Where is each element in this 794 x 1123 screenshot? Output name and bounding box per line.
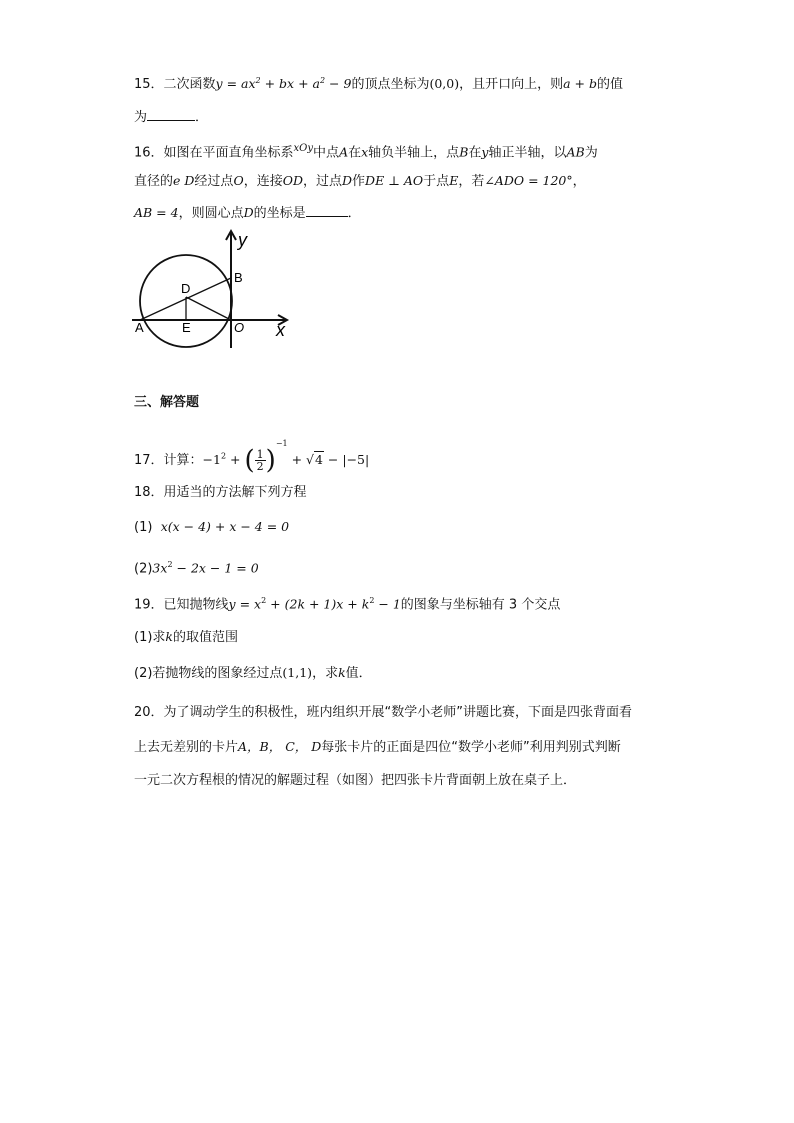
- q20-line2: 上去无差别的卡片A，B， C， D每张卡片的正面是四位“数学小老师”利用判别式判断: [134, 739, 621, 755]
- answer-blank: [147, 108, 195, 121]
- q15-line1: 15．二次函数$y = ax^2$ + bx + $a^2 - 9$的顶点坐标为(0,0)，且开口向上，则a + b的值: [134, 76, 624, 93]
- q20-line1: 20．为了调动学生的积极性，班内组织开展“数学小老师”讲题比赛，下面是四张背面看: [134, 705, 633, 720]
- answer-blank: [306, 204, 348, 217]
- label-a: A: [135, 320, 144, 335]
- q20-line3: 一元二次方程根的情况的解题过程（如图）把四张卡片背面朝上放在桌子上．: [134, 773, 577, 788]
- y-label: y: [238, 230, 247, 250]
- x-label: x: [276, 320, 285, 340]
- section-heading: 三、解答题: [134, 395, 200, 410]
- label-e: E: [182, 320, 191, 335]
- sqrt-4: √4: [306, 452, 323, 467]
- q15-expr: a + b: [563, 76, 597, 92]
- q16-line1: 16．如图在平面直角坐标系$^{xOy}$中点A在x轴负半轴上，点B在y轴正半轴，以AB为: [134, 143, 598, 161]
- label-d: D: [181, 281, 191, 296]
- q15-vertex: (0,0): [429, 76, 460, 92]
- q19-part1: (1)求k的取值范围: [134, 629, 239, 645]
- label-b: B: [234, 270, 243, 285]
- q15-func: $y = ax^2$ + bx + $a^2 - 9$: [215, 76, 352, 92]
- label-o: O: [234, 320, 245, 335]
- q18-title: 18．用适当的方法解下列方程: [134, 485, 307, 500]
- fraction-half: $\frac{1}{2}$: [256, 448, 264, 473]
- q15-prefix: 15．二次函数: [134, 77, 216, 93]
- q15-line2: 为 ．: [134, 110, 209, 125]
- q16-line2: 直径的e D经过点O，连接OD，过点D作DE ⊥ AO于点E，若∠ADO = 120°，: [134, 173, 586, 189]
- circle-figure: [128, 228, 298, 353]
- q18-part1: (1) x(x − 4) + x − 4 = 0: [134, 519, 290, 535]
- q19-part2: (2)若抛物线的图象经过点(1,1)，求k值．: [134, 665, 372, 681]
- q19-line: 19．已知抛物线$y = x^2 + (2k + 1)x + k^2 - 1$的图象与坐标轴有 3 个交点: [134, 596, 561, 613]
- q16-line3: AB = 4，则圆心点D的坐标是 ．: [134, 205, 361, 221]
- q18-part2: $(2)3x^2 - 2x - 1 = 0$: [134, 560, 259, 577]
- segment-do: [186, 297, 231, 320]
- q17-line: 17．计算：$-1^2$ + ( $\frac{1}{2}$ )$^{-1}$ + √4 − |−5|: [134, 439, 370, 476]
